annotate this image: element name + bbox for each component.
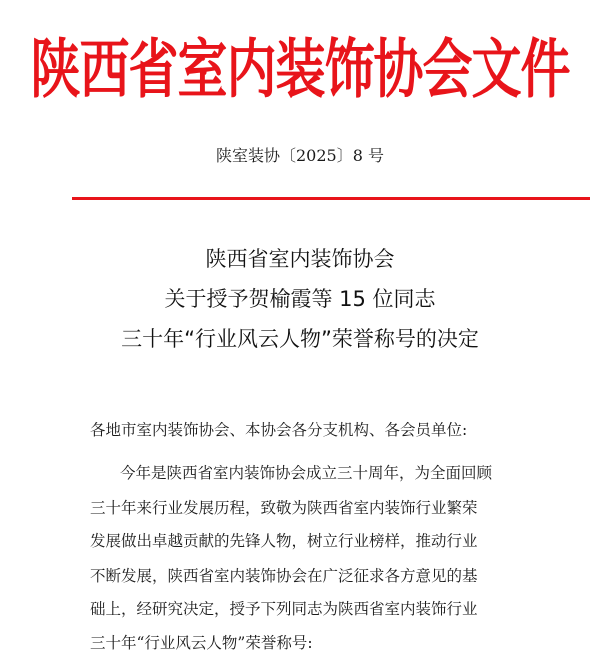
paragraph-line-1: 今年是陕西省室内装饰协会成立三十周年，为全面回顾 [120, 464, 493, 482]
paragraph-line-5: 础上，经研究决定，授予下列同志为陕西省室内装饰行业 [90, 600, 478, 618]
red-divider-line [72, 197, 590, 200]
document-title-line-1: 陕西省室内装饰协会 [205, 247, 395, 271]
salutation-line: 各地市室内装饰协会、本协会各分支机构、各会员单位: [90, 421, 468, 439]
paragraph-line-4: 不断发展，陕西省室内装饰协会在广泛征求各方意见的基 [90, 567, 478, 585]
document-header-title: 陕西省室内装饰协会文件 [30, 32, 570, 108]
document-title-line-3: 三十年“行业风云人物”荣誉称号的决定 [121, 327, 479, 351]
document-title-line-2: 关于授予贺榆霞等 15 位同志 [164, 287, 436, 311]
document-number: 陕室装协〔2025〕8 号 [216, 146, 384, 165]
paragraph-line-6: 三十年“行业风云人物”荣誉称号: [90, 634, 313, 652]
paragraph-line-3: 发展做出卓越贡献的先锋人物，树立行业榜样，推动行业 [90, 532, 478, 550]
paragraph-line-2: 三十年来行业发展历程，致敬为陕西省室内装饰行业繁荣 [90, 499, 478, 517]
